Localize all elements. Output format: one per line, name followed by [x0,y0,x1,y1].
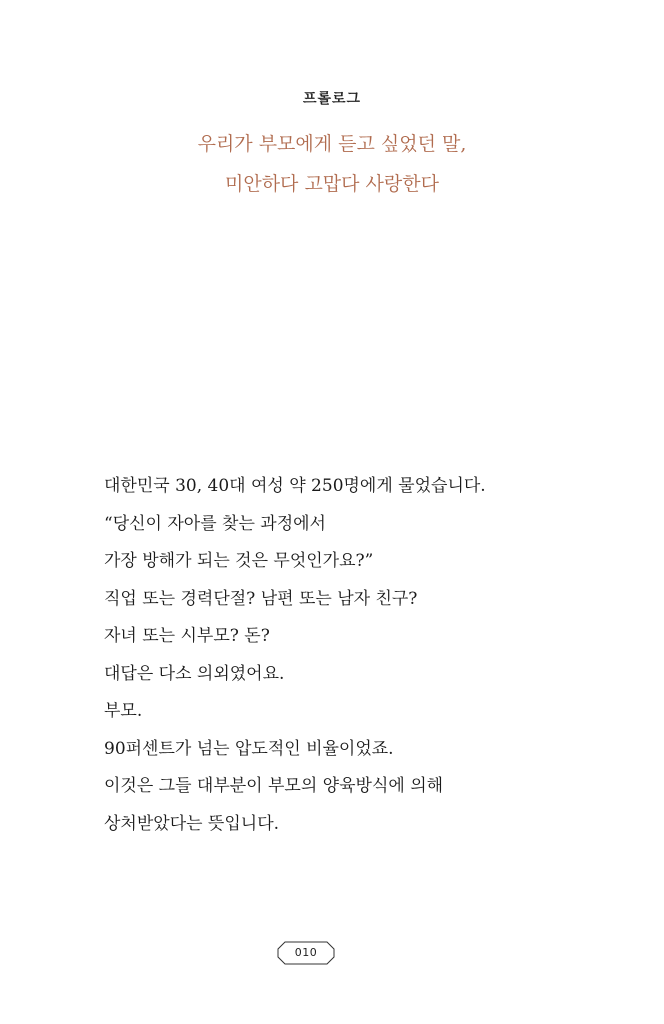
body-line: 대한민국 30, 40대 여성 약 250명에게 물었습니다. [104,476,486,496]
body-line: 자녀 또는 시부모? 돈? [104,626,270,646]
chapter-title-line: 미안하다 고맙다 사랑한다 [225,173,439,195]
chapter-title [0,124,664,204]
body-line: “당신이 자아를 찾는 과정에서 [104,513,326,534]
body-line: 부모. [104,701,143,721]
body-line: 가장 방해가 되는 것은 무엇인가요?” [104,551,374,571]
body-line: 90퍼센트가 넘는 압도적인 비율이었죠. [104,738,394,759]
body-paragraph [104,468,604,843]
page-number: 010 [294,946,318,959]
body-line: 대답은 다소 의외였어요. [104,663,285,684]
body-line: 상처받았다는 뜻입니다. [104,813,280,834]
chapter-title-line: 우리가 부모에게 듣고 싶었던 말, [197,133,467,155]
body-line: 직업 또는 경력단절? 남편 또는 남자 친구? [104,588,418,609]
chapter-label: 프롤로그 [302,91,362,107]
page-number-badge [277,941,335,965]
body-line: 이것은 그들 대부분이 부모의 양육방식에 의해 [104,776,444,796]
